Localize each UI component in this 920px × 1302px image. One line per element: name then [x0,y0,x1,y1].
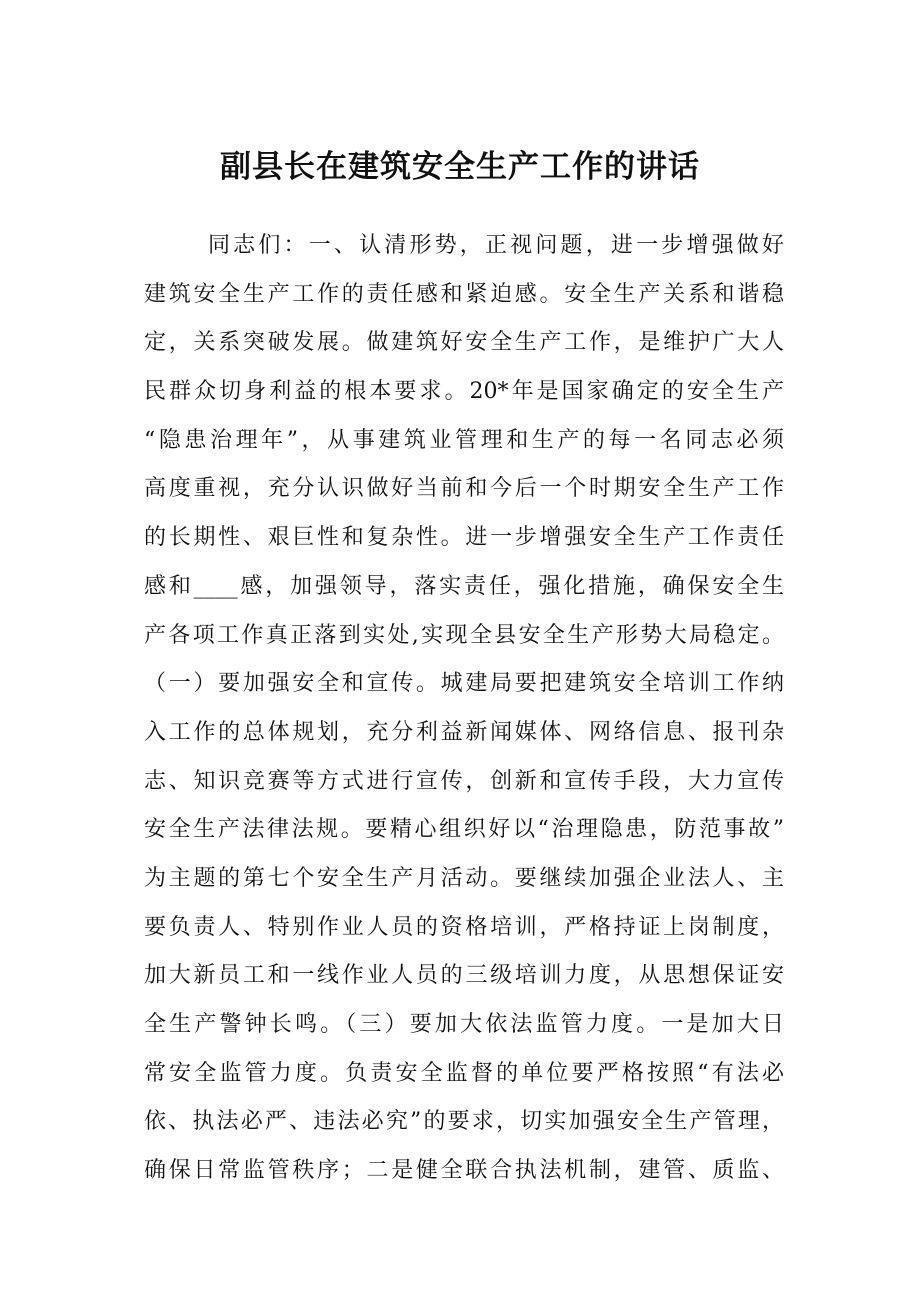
document-body [144,222,784,1196]
body-line: 的长期性、艰巨性和复杂性。进一步增强安全生产工作责任 [144,525,784,551]
body-line: 建筑安全生产工作的责任感和紧迫感。安全生产关系和谐稳 [144,281,784,307]
body-line: （一）要加强安全和宣传。城建局要把建筑安全培训工作纳 [144,671,784,697]
body-line: “隐患治理年”，从事建筑业管理和生产的每一名同志必须 [144,427,784,453]
body-line: 产各项工作真正落到实处,实现全县安全生产形势大局稳定。 [144,622,784,648]
body-line: 同志们：一、认清形势，正视问题，进一步增强做好 [208,233,784,258]
body-line: 志、知识竞赛等方式进行宣传，创新和宣传手段，大力宣传 [144,768,784,794]
body-line: 确保日常监管秩序；二是健全联合执法机制，建管、质监、 [144,1158,784,1184]
body-line: 高度重视，充分认识做好当前和今后一个时期安全生产工作 [144,476,784,502]
body-line: 加大新员工和一线作业人员的三级培训力度，从思想保证安 [144,963,784,989]
body-line: 民群众切身利益的根本要求。20*年是国家确定的安全生产 [144,379,784,405]
body-line: 安全生产法律法规。要精心组织好以“治理隐患，防范事故” [144,817,784,843]
body-line: 定，关系突破发展。做建筑好安全生产工作，是维护广大人 [144,330,784,356]
body-line: 入工作的总体规划，充分利益新闻媒体、网络信息、报刊杂 [144,719,784,745]
body-line: 依、执法必严、违法必究”的要求，切实加强安全生产管理， [144,1109,784,1135]
body-line: 要负责人、特别作业人员的资格培训，严格持证上岗制度， [144,914,784,940]
document-title: 副县长在建筑安全生产工作的讲话 [220,149,700,185]
body-line: 为主题的第七个安全生产月活动。要继续加强企业法人、主 [144,865,784,891]
body-line: 全生产警钟长鸣。（三）要加大依法监管力度。一是加大日 [144,1012,784,1037]
body-line: 常安全监管力度。负责安全监督的单位要严格按照“有法必 [144,1060,784,1086]
body-line: 感和____感，加强领导，落实责任，强化措施，确保安全生 [144,573,784,599]
